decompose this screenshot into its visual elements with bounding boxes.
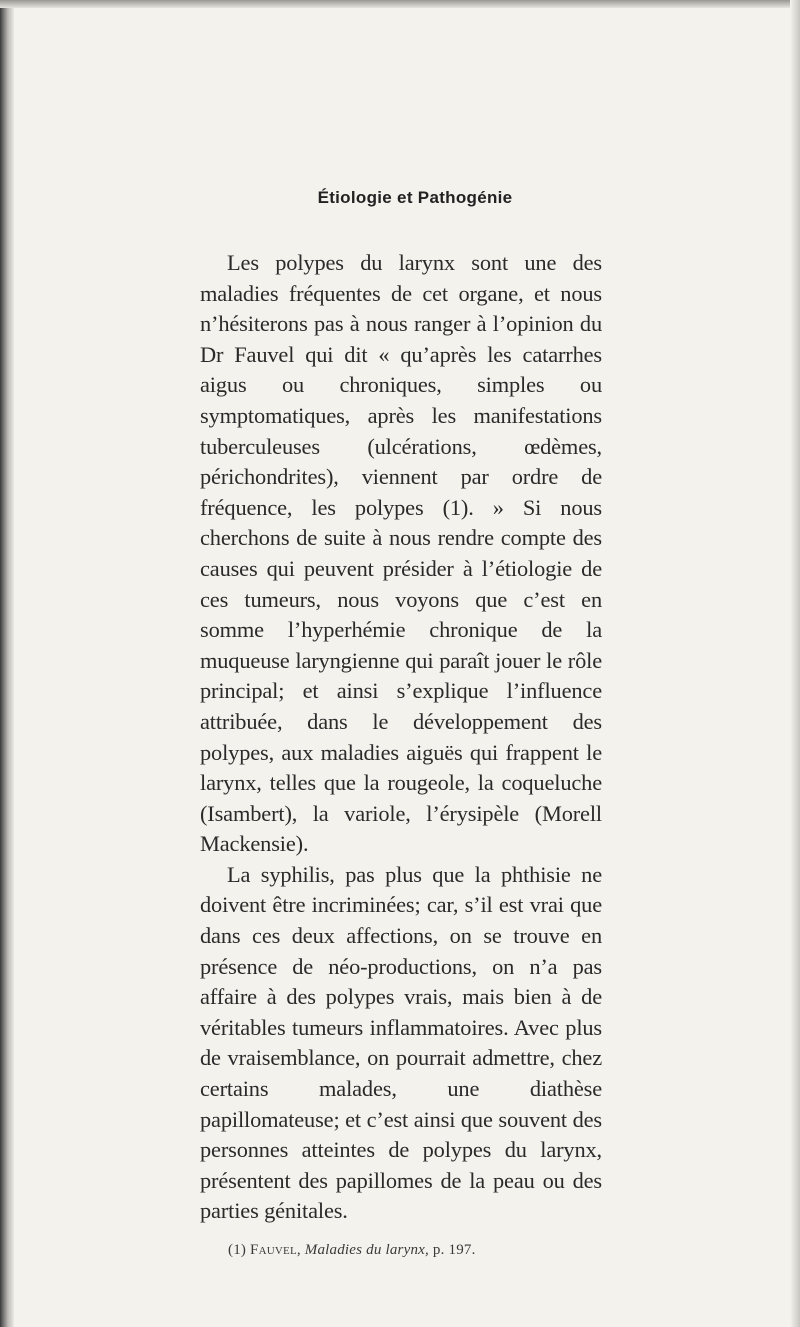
paragraph-2: La syphilis, pas plus que la phthisie ne doivent être incriminées; car, s’il est vrai que dans ces deux affections, on se trouve en présence de néo-productions, on n’a pas affaire à des polypes vrais, mais bien à de véritables tumeurs inflammatoires. Avec plus de vraisemblance, on pourrait admettre, chez certains malades, une diathèse papillomateuse; et c’est ainsi que souvent des personnes atteintes de polypes du larynx, présentent des papillomes de la peau ou des parties génitales. bbox=[200, 861, 602, 1224]
scan-shadow-right bbox=[790, 0, 800, 1327]
scan-shadow-top bbox=[0, 0, 800, 8]
paragraph-1: Les polypes du larynx sont une des maladies fréquentes de cet organe, et nous n’hésiterons pas à nous ranger à l’opinion du Dr Fauvel qui dit « qu’après les catarrhes aigus ou chroniques, simples ou symptomatiques, après les manifestations tuberculeuses (ulcérations, œdèmes, périchondrites), viennent par ordre de fréquence, les polypes (1). » Si nous cherchons de suite à nous rendre compte des causes qui peuvent présider à l’étiologie de ces tumeurs, nous voyons que c’est en somme l’hyperhémie chronique de la muqueuse laryngienne qui paraît jouer le rôle principal; et ainsi s’explique l’influence attribuée, dans le développement des polypes, aux maladies aiguës qui frappent le larynx, telles que la rougeole, la coqueluche (Isambert), la variole, l’érysipèle (Morell Mackensie). bbox=[200, 250, 602, 857]
scan-shadow-left bbox=[0, 0, 14, 1327]
footnote-marker: (1) bbox=[228, 1242, 247, 1258]
book-page bbox=[200, 188, 602, 1259]
footnote-title: Maladies du larynx, bbox=[304, 1242, 429, 1258]
footnote bbox=[228, 1242, 602, 1259]
section-heading: Étiologie et Pathogénie bbox=[317, 188, 513, 207]
footnote-page: p. 197. bbox=[432, 1242, 476, 1258]
footnote-author: Fauvel, bbox=[250, 1242, 301, 1258]
